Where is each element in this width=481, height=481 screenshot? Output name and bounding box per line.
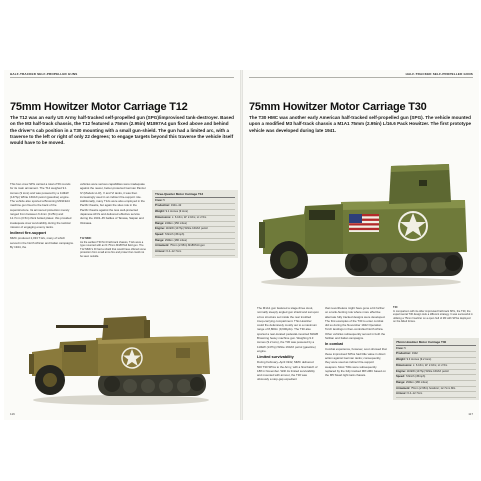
spec-row: Production: 1941–42	[155, 204, 235, 210]
spec-row: Armament: 75mm (2.95in) M1897A4 gun	[155, 244, 235, 250]
spec-row: Crew: 5	[155, 199, 235, 205]
text-column-2	[325, 306, 387, 377]
t12-halftrack-illustration	[26, 308, 216, 408]
subheading: Indirect fire-support	[10, 231, 47, 236]
spec-row: Range: 240km (150 miles)	[155, 222, 235, 228]
caption-heading: T30	[393, 306, 398, 309]
spec-title: Three-Quarter Motor Carriage T12	[155, 192, 235, 198]
spec-row: Dimensions: L: 6.16m; W: 2.16m; H: 2.5m	[155, 216, 235, 222]
running-head: HALF-TRACKED SELF-PROPELLED GUNS	[405, 72, 473, 76]
page-number: 116	[10, 412, 15, 416]
page-title: 75mm Howitzer Motor Carriage T12	[10, 101, 188, 113]
spec-row: Range: 290km (180 miles)	[155, 239, 235, 245]
page-number: 117	[468, 412, 473, 416]
spec-table	[152, 190, 238, 258]
header-rule	[249, 77, 473, 78]
body-paragraph: MMC produced 2,033 T12s, many of which served in the North African and Italian campaigns. By 1944, the	[10, 236, 74, 249]
caption-heading: T12 MMC	[80, 236, 92, 240]
body-paragraph: This four-crew SPG carried a total of 59 rounds for its main armament. The T12 weighed 9.1 tonnes (9 tons) and was powered by a 110kW (147hp) White 160AX petrol (gasoline) engine. The vehicle also sported a Browning M1919A4 machine gun fixed to the back of the superstructure. Its armoured protection merely ranged from between 6.4mm (0.25in) and 12.7mm (0.5in) thick bolted plates: this provided inadequate crew survivability during the tactical mission of engaging enemy tanks.	[10, 182, 72, 229]
page-title: 75mm Howitzer Motor Carriage T30	[249, 101, 427, 113]
left-page	[4, 70, 240, 420]
spec-row: Weight: 9.3 tonnes (9.2 tons)	[396, 358, 476, 364]
intro-paragraph: The T12 was an early US Army half-tracked self-propelled gun (SPG)/improvised tank-destroyer. Based on the M3 half-track chassis, the T12 featured a 75mm (2.95in) M1897A4 gun fixed above and behind the driver’s cab position in a T30 mounting with a small gun-shield. The gun had a limited arc, with a traverse to the left or right of only 22 degrees; to engage targets beyond this traverse the vehicle itself would have to be moved.	[10, 115, 234, 146]
spec-row: Armament: 75mm (2.95in) howitzer; 12.7mm MG	[396, 387, 476, 393]
spec-row: Engine: 110kW (147hp) White 160AX petrol	[155, 227, 235, 233]
text-column-1	[257, 306, 319, 382]
spec-row: Armour: 6.4–12.7mm	[396, 392, 476, 398]
figure-caption	[80, 237, 146, 259]
caption-text: As the earliest T30 M-3 half-track chassis, T12s were a type mounted with an fit 75mm M1897A4 field gun. The T12 MMC's ID had a shield that would have offered some protection from small arms fire and protect but could not be seen outside.	[80, 240, 146, 258]
body-paragraph: The M1A1 gun featured a stage-three stout, normally steeply angled gun shield and sat upon a box structure set inside the rear troubled troop-carrying compartment. This Howitzer could fire defensively mostly out to a maximum range of 8,800m (9,600yds). The T30 also sported a rear-located pedestal-mounted M2HB Browning heavy machine gun. Weighing 9.3 tonnes (9.2 tons), the T30 was powered by a 110kW (147hp) White 160AX petrol (gasoline) engine.	[257, 306, 319, 353]
figure-caption	[393, 306, 473, 324]
spec-row: Weight: 9.1 tonnes (9 tons)	[155, 210, 235, 216]
body-paragraph: During February–April 1942, MMC delivered 500 T30 SPGs to the Army, with a final batch of 188 in November. With its limited survivability and mounted with armour, the T30 was obviously a stop-gap expedient	[257, 360, 318, 382]
text-column-2	[80, 182, 146, 259]
spec-row: Speed: 72km/h (45mph)	[396, 375, 476, 381]
spec-row: Production: 1942	[396, 352, 476, 358]
text-column-1	[10, 182, 74, 249]
right-page	[243, 70, 479, 420]
spec-table	[393, 338, 479, 400]
body-paragraph: Combat experience, however, soon showed that these improvised SPGs had little value in direct action against German tanks; consequently, they were used as indirect fire-support weapons. Most T30s were subsequently replaced by the fully tracked M8 HMC based on the M5 Stuart light tank chassis.	[325, 347, 387, 378]
spec-title: 75mm Howitzer Motor Carriage T30	[396, 340, 476, 346]
spec-row: Dimensions: L: 6.16m; W: 2.16m; H: 2.5m	[396, 364, 476, 370]
caption-text: In comparison with its older improvised half-track SPG, the T30, the experimental T30 design took a different strategy. It was successful in utilising a 75mm howitzer on a open hull of M3 with SPGs deployed on the Allied forces.	[393, 309, 473, 324]
subheading: In combat	[325, 342, 343, 347]
intro-paragraph: The T30 HMC was another early American half-tracked self-propelled gun (SPG). The vehicle mounted upon a modified M3 half-track chassis a M1A1 75mm (2.95in) L/16.6 Pack Howitzer. The first prototype vehicle was developed during late 1941.	[249, 115, 472, 133]
running-head: HALF-TRACKED SELF-PROPELLED GUNS	[10, 72, 78, 76]
t30-halftrack-illustration	[253, 162, 469, 288]
spec-row: Armour: 6.4–12.7mm	[155, 250, 235, 256]
spec-row: Range: 290km (180 miles)	[396, 381, 476, 387]
spec-row: Crew: 5	[396, 347, 476, 353]
spec-row: Speed: 72km/h (45mph)	[155, 233, 235, 239]
body-paragraph: that nevertheless might have gone a bit further on a tank-hunting role where more effective alternate fully tracked designs were developed. The first examples of the T30 to enter combat did so during the November 1942 Operation Torch landings in then-controlled North Africa. Other vehicles subsequently served in both the Sicilian and Italian campaigns.	[325, 306, 386, 341]
spec-row: Engine: 110kW (147hp) White 160AX petrol	[396, 370, 476, 376]
subheading: Limited survivability	[257, 355, 294, 360]
body-paragraph: vehicles were serious capabilities were inadequate against the newer, better-protected German Panzer IV (Models H–R), V and VI tanks, it was then increasingly used in an indirect fire-support role. Additionally, many T12s were also employed in the Pacific theatre, but again the sites role in the Pacific theatre against the less well-protected Japanese AFVs and delivered effective service during the 1943–45 battles of Tarawa, Saipan and Okinawa.	[80, 182, 146, 225]
header-rule	[10, 77, 234, 78]
